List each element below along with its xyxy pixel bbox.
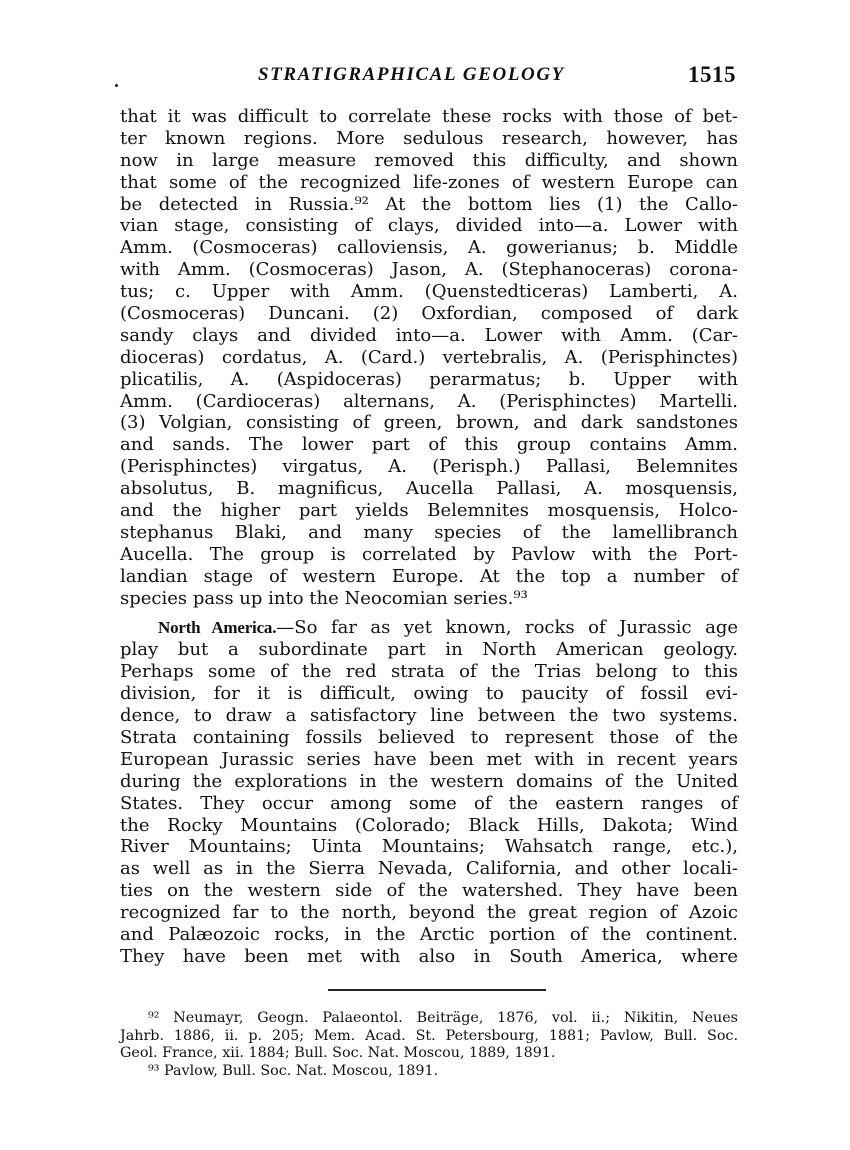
text-line: that it was difficult to correlate these rocks with those of bet- <box>120 106 738 127</box>
text-line: division, for it is difficult, owing to paucity of fossil evi- <box>120 683 738 705</box>
text-line: that some of the recognized life-zones of western Europe can <box>120 171 738 193</box>
text-line: as well as in the Sierra Nevada, California, and other locali- <box>120 858 738 880</box>
text-line: ter known regions. More sedulous research, however, has <box>120 127 738 149</box>
text-line: States. They occur among some of the eastern ranges of <box>120 792 738 814</box>
running-head <box>120 60 738 94</box>
text-line: (3) Volgian, consisting of green, brown, and dark sandstones <box>120 412 738 434</box>
margin-dot <box>115 84 118 87</box>
footnote-line: ⁹² Neumayr, Geogn. Palaeontol. Beiträge, 1876, vol. ii.; Nikitin, Neues <box>148 1010 738 1026</box>
running-title: STRATIGRAPHICAL GEOLOGY <box>258 64 565 85</box>
text-line <box>120 617 738 639</box>
text-line: landian stage of western Europe. At the top a number of <box>120 565 738 587</box>
text-line: recognized far to the north, beyond the great region of Azoic <box>120 902 738 924</box>
text-line: vian stage, consisting of clays, divided into—a. Lower with <box>120 215 738 237</box>
footnote-93 <box>120 1063 738 1081</box>
body-text <box>120 106 738 968</box>
text-line: European Jurassic series have been met with in recent years <box>120 748 738 770</box>
text-line: during the explorations in the western domains of the United <box>120 770 738 792</box>
paragraph-russia <box>120 106 738 609</box>
footnote-92 <box>120 1010 738 1063</box>
footnote-line: Geol. France, xii. 1884; Bull. Soc. Nat. Moscou, 1889, 1891. <box>120 1045 556 1061</box>
text-line: sandy clays and divided into—a. Lower with Amm. (Car- <box>120 324 738 346</box>
text-line: Amm. (Cosmoceras) calloviensis, A. gowerianus; b. Middle <box>120 237 738 259</box>
text-line: Aucella. The group is correlated by Pavlow with the Port- <box>120 543 738 565</box>
text-line: and Palæozoic rocks, in the Arctic portion of the continent. <box>120 923 738 945</box>
footnote-line: ⁹³ Pavlow, Bull. Soc. Nat. Moscou, 1891. <box>148 1062 439 1079</box>
paragraph-gap <box>120 609 738 617</box>
text-line: with Amm. (Cosmoceras) Jason, A. (Stephanoceras) corona- <box>120 259 738 281</box>
footnotes <box>120 1010 738 1080</box>
text-line: now in large measure removed this difficulty, and shown <box>120 149 738 171</box>
text-line: the Rocky Mountains (Colorado; Black Hills, Dakota; Wind <box>120 814 738 836</box>
text-line: be detected in Russia.⁹² At the bottom lies (1) the Callo- <box>120 193 738 215</box>
text-line: River Mountains; Uinta Mountains; Wahsatch range, etc.), <box>120 836 738 858</box>
text-line: stephanus Blaki, and many species of the lamellibranch <box>120 521 738 543</box>
text-line: (Cosmoceras) Duncani. (2) Oxfordian, composed of dark <box>120 303 738 325</box>
heading-continuation: —So far as yet known, rocks of Jurassic age <box>276 617 738 639</box>
text-line: ties on the western side of the watershed. They have been <box>120 880 738 902</box>
text-line: dence, to draw a satisfactory line between the two systems. <box>120 705 738 727</box>
footnote-divider <box>328 989 546 991</box>
text-line: Amm. (Cardioceras) alternans, A. (Perisphinctes) Martelli. <box>120 390 738 412</box>
text-line: absolutus, B. magnificus, Aucella Pallasi, A. mosquensis, <box>120 478 738 500</box>
text-line: dioceras) cordatus, A. (Card.) vertebralis, A. (Perisphinctes) <box>120 346 738 368</box>
text-line: plicatilis, A. (Aspidoceras) perarmatus; b. Upper with <box>120 368 738 390</box>
text-line: and sands. The lower part of this group contains Amm. <box>120 434 738 456</box>
footnote-line: Jahrb. 1886, ii. p. 205; Mem. Acad. St. Petersbourg, 1881; Pavlow, Bull. Soc. <box>120 1027 738 1044</box>
text-line: and the higher part yields Belemnites mosquensis, Holco- <box>120 500 738 522</box>
text-line: species pass up into the Neocomian series.⁹³ <box>120 587 528 609</box>
text-line: tus; c. Upper with Amm. (Quenstedticeras) Lamberti, A. <box>120 281 738 303</box>
section-heading: North America. <box>158 618 277 638</box>
text-line: Perhaps some of the red strata of the Trias belong to this <box>120 661 738 683</box>
text-line: Strata containing fossils believed to represent those of the <box>120 726 738 748</box>
text-line: They have been met with also in South America, where <box>120 945 738 967</box>
page-number: 1515 <box>688 62 736 87</box>
text-line: play but a subordinate part in North American geology. <box>120 639 738 661</box>
paragraph-north-america <box>120 617 738 967</box>
text-line: (Perisphinctes) virgatus, A. (Perisph.) Pallasi, Belemnites <box>120 456 738 478</box>
